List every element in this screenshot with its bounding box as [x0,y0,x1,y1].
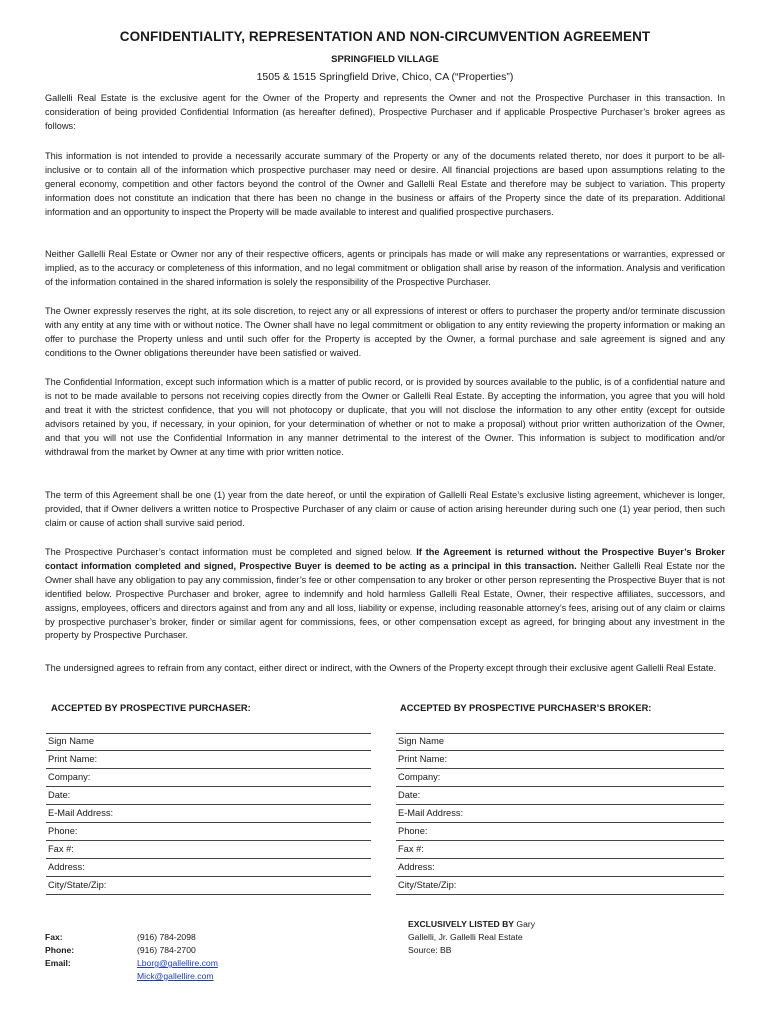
paragraph-agent: Gallelli Real Estate is the exclusive agent for the Owner of the Property and represents the Owner and not the Prospective Purchaser in this transaction. In consideration of being provided Confidential Information (as hereafter defined), Prospective Purchaser and if applicable Prospective Purchaser’s broker agrees as follows: [45,93,725,131]
purchaser-print-name-field[interactable]: Print Name: [46,751,371,769]
purchaser-heading: ACCEPTED BY PROSPECTIVE PURCHASER: [51,703,251,713]
email-link-mick[interactable]: Mick@gallellire.com [137,971,214,981]
paragraph-summary-disclaimer: This information is not intended to provide a necessarily accurate summary of the Property or any of the documents related thereto, nor does it purport to be all-inclusive or to contain all of the information which prospective purchaser may need or desire. All financial projections are based upon assumptions relating to the general economy, competition and other factors beyond the control of the Owner and Gallelli Real Estate and therefore may be subject to variation. This property information does not constitute an indication that there has been no change in the business or affairs of the Property since the date of its preparation. Additional information and an opportunity to inspect the Property will be made available to interest and qualified prospective purchasers. [45,151,725,217]
broker-date-field[interactable]: Date: [396,787,724,805]
paragraph-term: The term of this Agreement shall be one (1) year from the date hereof, or until the expiration of Gallelli Real Estate’s exclusive listing agreement, whichever is longer, provided, that if Owner delivers a written notice to Prospective Purchaser of any claim or cause of action arising hereunder during such one (1) year period, then such claim or cause of action shall survive said period. [45,490,725,528]
broker-heading: ACCEPTED BY PROSPECTIVE PURCHASER’S BROKER: [400,703,652,713]
purchaser-company-field[interactable]: Company: [46,769,371,787]
paragraph-confidential-info: The Confidential Information, except such information which is a matter of public record, or is provided by sources available to the public, is of a confidential nature and is not to be made available to persons not receiving copies directly from the Owner or Gallelli Real Estate. By accepting the information, you agree that you will hold and treat it with the strictest confidence, that you will not photocopy or duplicate, that you will not disclose the information to any other entity (except for outside advisors retained by you, if necessary, in your opinion, for your determination of whether or not to make a proposal) without prior written authorization of the Owner, and that you will not use the Confidential Information in any manner detrimental to the interest of the Owner. This information is subject to modification and/or withdrawal from the market by Owner at any time with prior written notice. [45,377,725,457]
property-name: SPRINGFIELD VILLAGE [331,54,439,65]
broker-sign-name-field[interactable]: Sign Name [396,733,724,751]
purchaser-sign-name-field[interactable]: Sign Name [46,733,371,751]
listed-by-line [408,918,535,931]
footer-values [137,931,218,983]
broker-fax-field[interactable]: Fax #: [396,841,724,859]
phone-label: Phone: [45,945,75,955]
purchaser-phone-field[interactable]: Phone: [46,823,371,841]
listing-source: Source: BB [408,945,452,955]
purchaser-email-field[interactable]: E-Mail Address: [46,805,371,823]
phone-number: (916) 784-2700 [137,945,196,955]
fax-label: Fax: [45,932,63,942]
footer-labels [45,931,74,970]
broker-company-field[interactable]: Company: [396,769,724,787]
email-label: Email: [45,958,71,968]
broker-phone-field[interactable]: Phone: [396,823,724,841]
email-link-lborg[interactable]: Lborg@gallellire.com [137,958,218,968]
broker-address-field[interactable]: Address: [396,859,724,877]
paragraph-no-contact: The undersigned agrees to refrain from any contact, either direct or indirect, with the Owners of the Property except through their exclusive agent Gallelli Real Estate. [45,663,717,673]
listing-agent-company: Gallelli, Jr. Gallelli Real Estate [408,932,523,942]
broker-email-field[interactable]: E-Mail Address: [396,805,724,823]
paragraph-owner-rights: The Owner expressly reserves the right, at its sole discretion, to reject any or all expressions of interest or offers to purchaser the property and/or terminate discussion with any entity at any time with or without notice. The Owner shall have no legal commitment or obligation to any entity reviewing the property information or making an offer to purchase the Property unless and until such offer for the Property is accepted by the Owner, a formal purchase and sale agreement is signed and any conditions to the Owner obligations thereunder have been satisfied or waived. [45,306,725,358]
paragraph-contact-info [45,546,725,643]
property-address: 1505 & 1515 Springfield Drive, Chico, CA (“Properties”) [256,71,514,83]
listed-by-name: Gary [514,919,536,929]
paragraph-no-warranties: Neither Gallelli Real Estate or Owner nor any of their respective officers, agents or principals has made or will make any representations or warranties, expressed or implied, as to the accuracy or completeness of this information, and no legal commitment or obligation shall arise by reason of the information. Analysis and verification of the information contained in the shared information is solely the responsibility of the Prospective Purchaser. [45,249,725,287]
broker-city-state-zip-field[interactable]: City/State/Zip: [396,877,724,895]
purchaser-date-field[interactable]: Date: [46,787,371,805]
broker-print-name-field[interactable]: Print Name: [396,751,724,769]
fax-number: (916) 784-2098 [137,932,196,942]
document-title: CONFIDENTIALITY, REPRESENTATION AND NON-CIRCUMVENTION AGREEMENT [119,29,651,44]
purchaser-city-state-zip-field[interactable]: City/State/Zip: [46,877,371,895]
listing-info [408,918,535,957]
contact-info-indemnity: Neither Gallelli Real Estate nor the Owner shall have any obligation to pay any commission, finder’s fee or other compensation to any broker or other person representing the Prospective Buyer that is not identified below. Prospective Purchaser and broker, agree to indemnify and hold harmless Gallelli Real Estate, Owner, their respective affiliates, successors, and assigns, employees, officers and directors against and from any and all loss, liability or expense, including reasonable attorney’s fees, arising out of any claim or claims by prospective purchaser’s broker, finder or similar agent for commissions, fees, or other compensation except as agreed, for bringing about any investment in the property by Prospective Purchaser. [45,560,725,641]
purchaser-address-field[interactable]: Address: [46,859,371,877]
purchaser-fax-field[interactable]: Fax #: [46,841,371,859]
listed-by-label: EXCLUSIVELY LISTED BY [408,919,515,929]
contact-info-bold-clause: If the Agreement is returned without the Prospective Buyer’s Broker contact information completed and signed, Prospective Buyer is deemed to be acting as a principal in this transaction. [45,547,725,571]
contact-info-intro: The Prospective Purchaser’s contact information must be completed and signed below. [45,547,417,557]
